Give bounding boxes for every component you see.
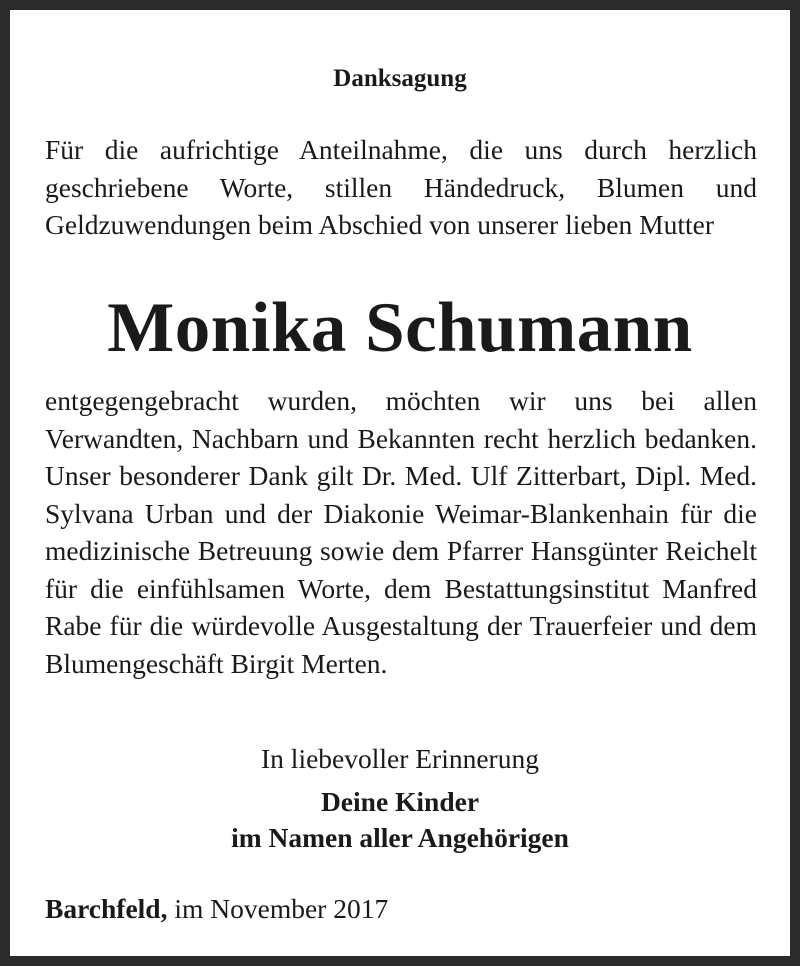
place-date-line (45, 890, 388, 927)
notice-date: im November 2017 (174, 893, 389, 924)
signer-line: Deine Kinder (320, 786, 480, 817)
notice-heading: Danksagung (333, 65, 467, 92)
intro-paragraph: Für die aufrichtige Anteilnahme, die uns durch herzlich geschriebene Worte, stillen Händedruck, Blumen und Geldzuwendungen beim Abschied von unserer lieben Mutter (45, 134, 757, 240)
deceased-name: Monika Schumann (107, 289, 693, 367)
closing-phrase: In liebevoller Erinnerung (261, 743, 539, 774)
thanks-paragraph: entgegengebracht wurden, möchten wir uns bei allen Verwandten, Nachbarn und Bekannten recht herzlich bedanken. Unser besonderer Dank gilt Dr. Med. Ulf Zitterbart, Dipl. Med. Sylvana Urban und der Diakonie Weimar-Blankenhain für die medizinische Betreuung sowie dem Pfarrer Hansgünter Reichelt für die einfühlsamen Worte, dem Bestattungsinstitut Manfred Rabe für die würdevolle Ausgestaltung der Trauerfeier und dem Blumengeschäft Birgit Merten. (45, 385, 757, 679)
place-name: Barchfeld, (45, 893, 168, 924)
signature-block (10, 784, 790, 856)
signer-line: im Namen aller Angehörigen (231, 822, 569, 853)
